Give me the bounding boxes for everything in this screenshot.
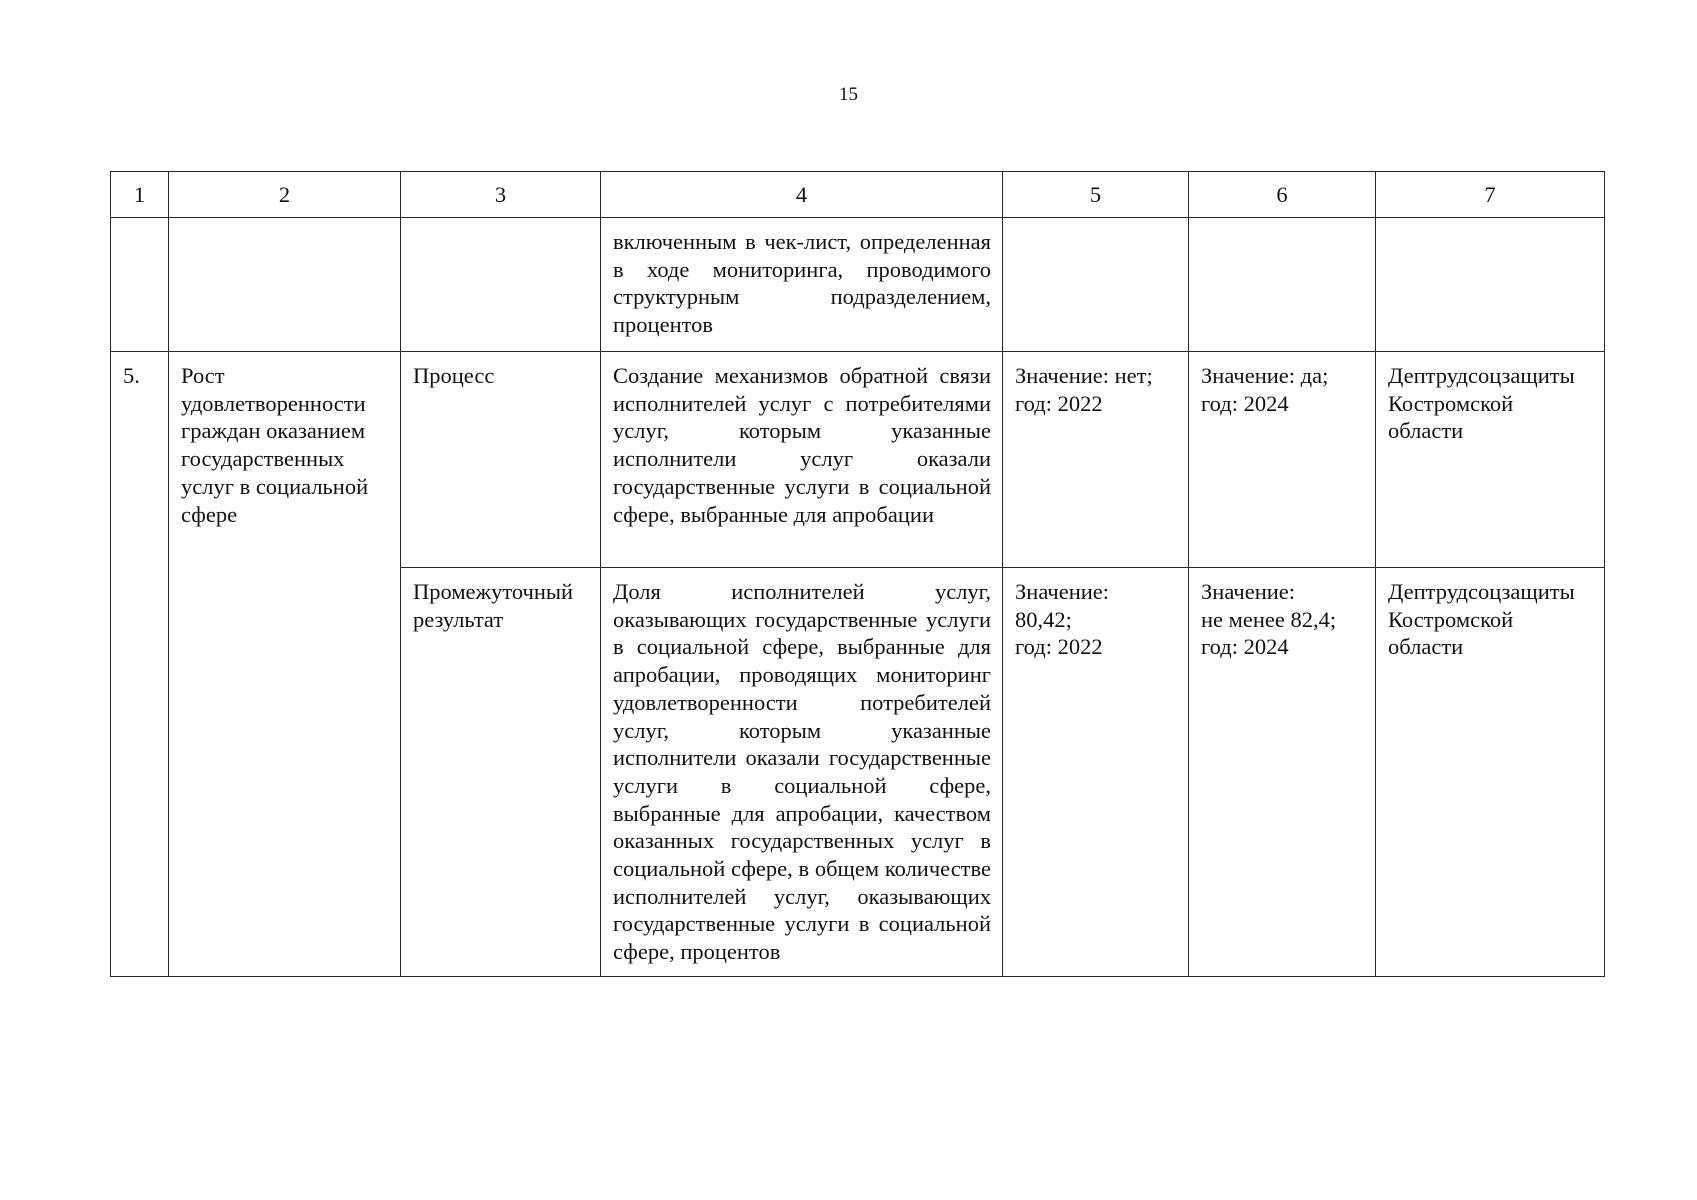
- continuation-cell-2: [169, 218, 401, 352]
- row-base-value: Значение: 80,42; год: 2022: [1003, 568, 1189, 977]
- section-number: 5.: [111, 352, 169, 977]
- row-responsible: Дептрудсоцзащиты Костромской области: [1376, 568, 1605, 977]
- continuation-row: [111, 218, 1605, 352]
- row-target-value: Значение: не менее 82,4; год: 2024: [1189, 568, 1376, 977]
- header-cell-1: 1: [111, 172, 169, 218]
- continuation-cell-3: [401, 218, 601, 352]
- continuation-cell-7: [1376, 218, 1605, 352]
- indicators-table: [110, 171, 1605, 977]
- header-cell-3: 3: [401, 172, 601, 218]
- table-row: [111, 352, 1605, 568]
- row-responsible: Дептрудсоцзащиты Костромской области: [1376, 352, 1605, 568]
- row-type: Процесс: [401, 352, 601, 568]
- header-cell-2: 2: [169, 172, 401, 218]
- header-row: [111, 172, 1605, 218]
- continuation-cell-5: [1003, 218, 1189, 352]
- header-cell-5: 5: [1003, 172, 1189, 218]
- row-indicator: Доля исполнителей услуг, оказывающих государственные услуги в социальной сфере, выбранные для апробации, проводящих мониторинг удовлетворенности потребителей услуг, которым указанные исполнители оказали государственные услуги в социальной сфере, выбранные для апробации, качеством оказанных государственных услуг в социальной сфере, в общем количестве исполнителей услуг, оказывающих государственные услуги в социальной сфере, процентов: [601, 568, 1003, 977]
- page-number: 15: [839, 84, 858, 105]
- row-base-value: Значение: нет; год: 2022: [1003, 352, 1189, 568]
- header-cell-6: 6: [1189, 172, 1376, 218]
- section-title: Рост удовлетворенности граждан оказанием государственных услуг в социальной сфере: [169, 352, 401, 977]
- row-type: Промежуточный результат: [401, 568, 601, 977]
- row-target-value: Значение: да; год: 2024: [1189, 352, 1376, 568]
- continuation-cell-1: [111, 218, 169, 352]
- header-cell-4: 4: [601, 172, 1003, 218]
- continuation-cell-6: [1189, 218, 1376, 352]
- header-cell-7: 7: [1376, 172, 1605, 218]
- continuation-indicator-text: включенным в чек-лист, определенная в ходе мониторинга, проводимого структурным подразделением, процентов: [601, 218, 1003, 352]
- row-indicator: Создание механизмов обратной связи исполнителей услуг с потребителями услуг, которым указанные исполнители услуг оказали государственные услуги в социальной сфере, выбранные для апробации: [601, 352, 1003, 568]
